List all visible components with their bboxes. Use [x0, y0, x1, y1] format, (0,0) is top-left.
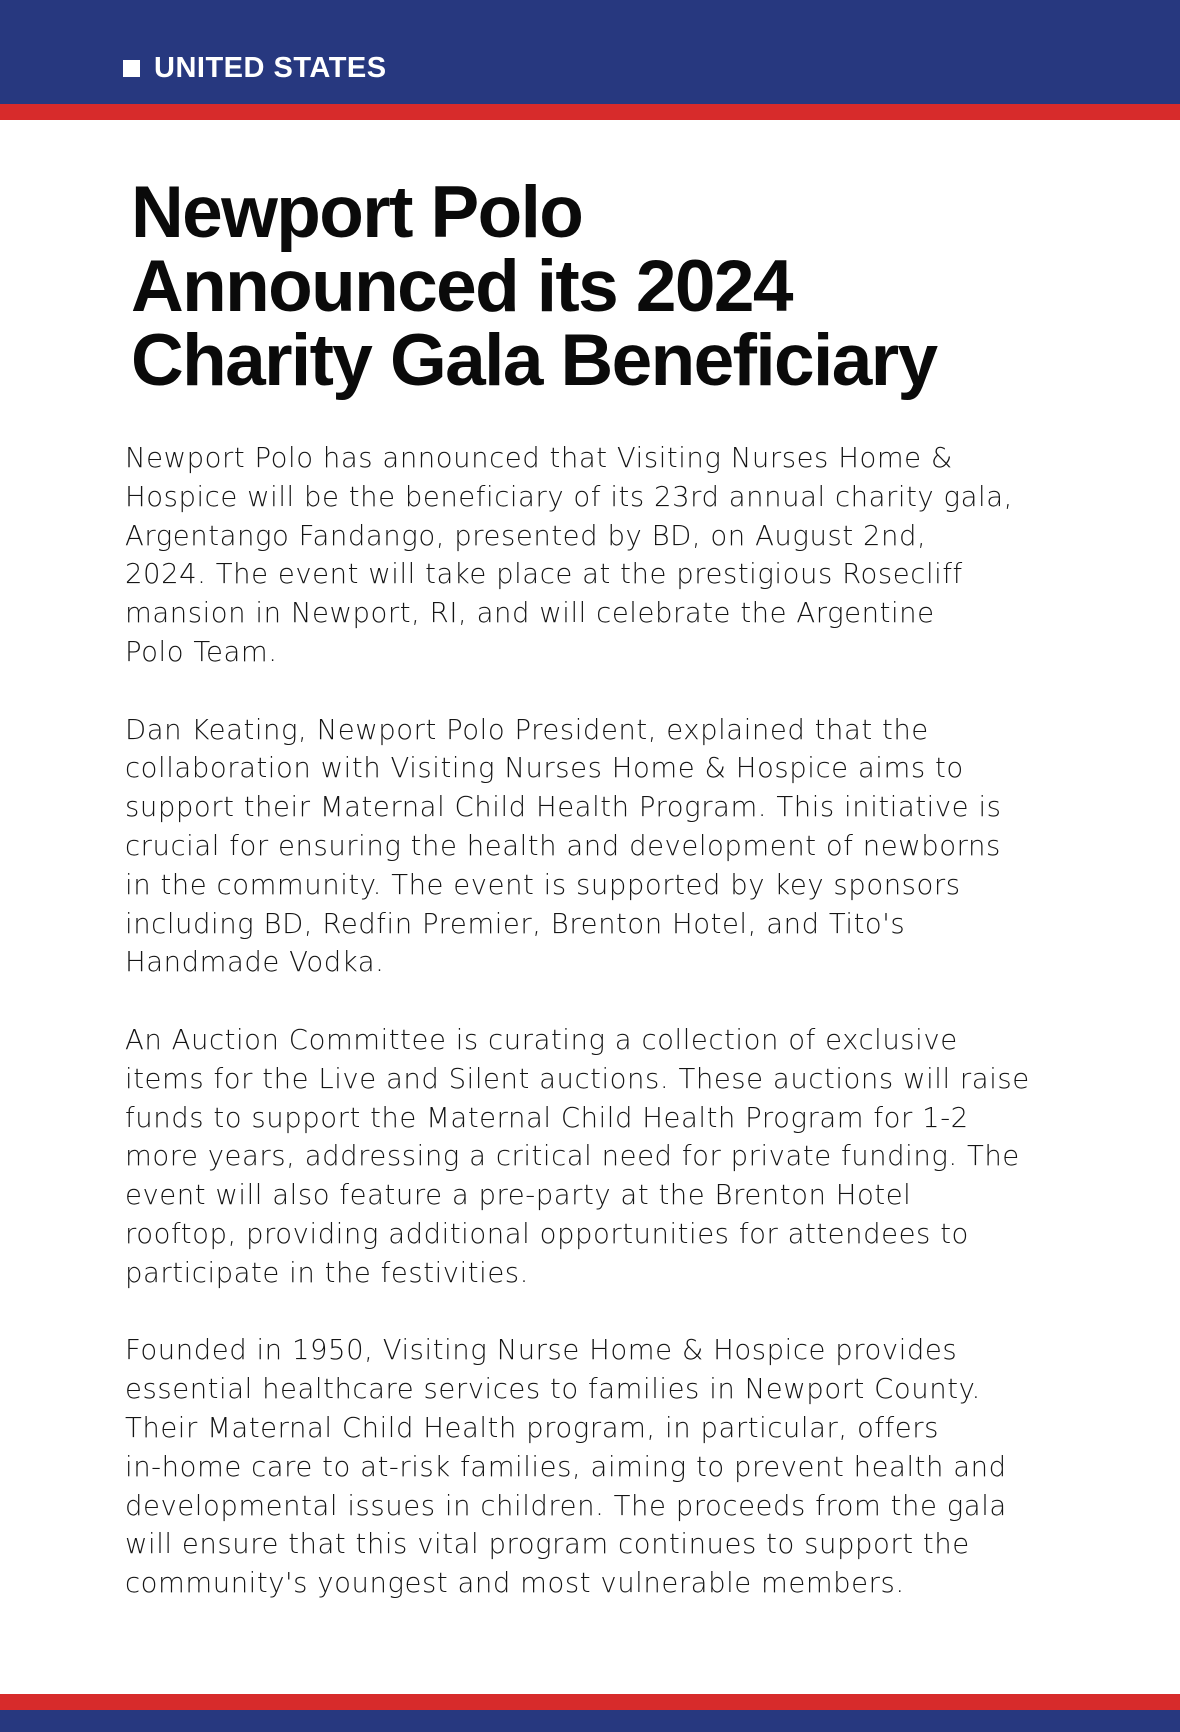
body-line: Their Maternal Child Health program, in particular, offers	[125, 1411, 939, 1444]
body-line: in-home care to at-risk families, aiming to prevent health and	[125, 1450, 1007, 1483]
body-line: Dan Keating, Newport Polo President, explained that the	[125, 713, 929, 746]
body-line: 2024. The event will take place at the prestigious Rosecliff	[125, 558, 963, 591]
footer-accent-stripe	[0, 1694, 1180, 1710]
body-line: participate in the festivities.	[125, 1256, 529, 1289]
body-line: will ensure that this vital program continues to support the	[125, 1528, 970, 1561]
section-label: UNITED STATES	[154, 52, 387, 84]
footer-band	[0, 1710, 1180, 1732]
body-line: event will also feature a pre-party at the Brenton Hotel	[125, 1179, 912, 1212]
body-line: support their Maternal Child Health Program. This initiative is	[125, 791, 1002, 824]
paragraph-president-statement	[125, 711, 1085, 983]
body-line: collaboration with Visiting Nurses Home & Hospice aims to	[125, 752, 964, 785]
paragraph-beneficiary-announcement	[125, 439, 1085, 672]
body-line: essential healthcare services to families in Newport County.	[125, 1373, 981, 1406]
body-line: Polo Team.	[125, 635, 278, 668]
body-line: funds to support the Maternal Child Health Program for 1-2	[125, 1101, 969, 1134]
headline-line: Newport Polo	[131, 172, 583, 253]
body-line: rooftop, providing additional opportunities for attendees to	[125, 1217, 969, 1250]
body-line: Founded in 1950, Visiting Nurse Home & Hospice provides	[125, 1334, 958, 1367]
body-line: more years, addressing a critical need for private funding. The	[125, 1140, 1020, 1173]
square-icon	[123, 60, 140, 77]
headline-line: Charity Gala Beneficiary	[131, 320, 937, 401]
article-headline	[131, 172, 1131, 401]
body-line: Hospice will be the beneficiary of its 23rd annual charity gala,	[125, 480, 1013, 513]
article-body	[125, 439, 1085, 1603]
header-accent-stripe	[0, 104, 1180, 120]
body-line: Newport Polo has announced that Visiting Nurses Home &	[125, 442, 953, 474]
body-line: crucial for ensuring the health and development of newborns	[125, 829, 1001, 862]
body-line: community's youngest and most vulnerable members.	[125, 1567, 905, 1600]
section-tag	[123, 50, 387, 86]
body-line: in the community. The event is supported by key sponsors	[125, 868, 961, 901]
body-line: items for the Live and Silent auctions. These auctions will raise	[125, 1062, 1030, 1095]
headline-line: Announced its 2024	[131, 246, 792, 327]
body-line: An Auction Committee is curating a collection of exclusive	[125, 1023, 958, 1056]
paragraph-auction-committee	[125, 1021, 1085, 1293]
body-line: mansion in Newport, RI, and will celebrate the Argentine	[125, 597, 935, 630]
body-line: including BD, Redfin Premier, Brenton Hotel, and Tito's	[125, 907, 906, 940]
paragraph-organization-background	[125, 1331, 1085, 1603]
body-line: Argentango Fandango, presented by BD, on August 2nd,	[125, 519, 927, 552]
body-line: developmental issues in children. The proceeds from the gala	[125, 1489, 1007, 1522]
body-line: Handmade Vodka.	[125, 946, 385, 979]
